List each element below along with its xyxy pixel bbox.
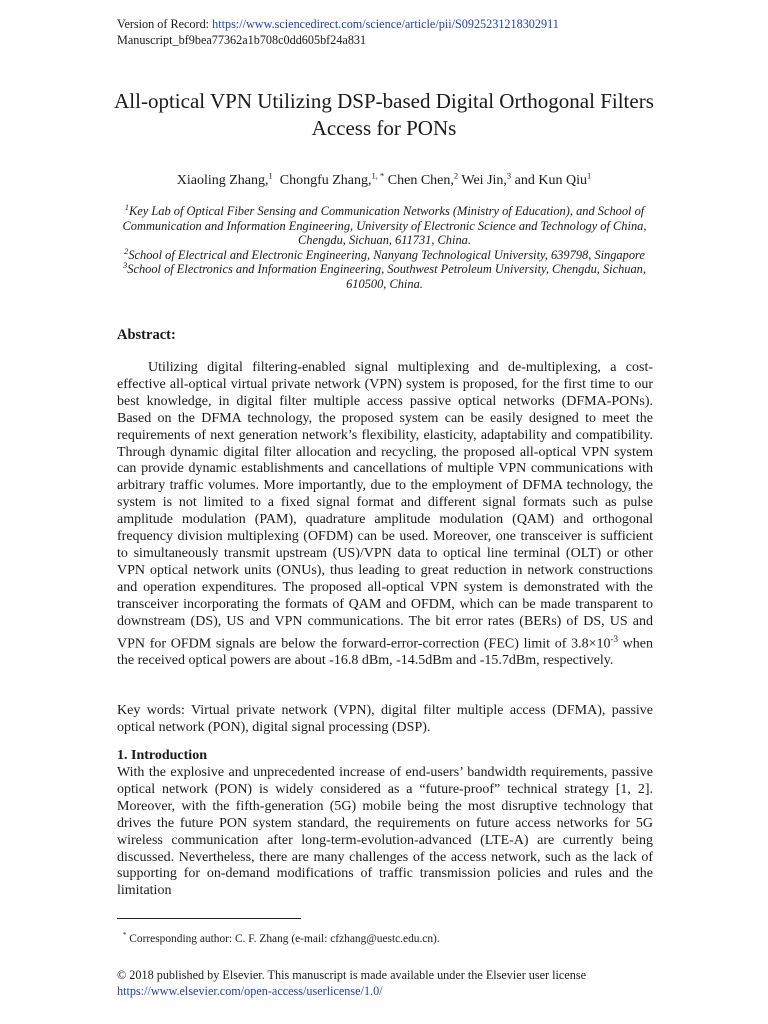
- affiliation: [117, 201, 652, 248]
- abstract-text: Utilizing digital filtering-enabled signal multiplexing and de-multiplexing, a cost-effective all-optical virtual private network (VPN) system is proposed, for the first time to our best knowledge, in digital filter multiple access passive optical networks (DFMA-PONs). Based on the DFMA technology, the proposed system can be easily designed to meet the requirements of next generation network’s flexibility, elasticity, adaptability and compatibility. Through dynamic digital filter allocation and recycling, the proposed all-optical VPN system can provide dynamic establishments and cancellations of multiple VPN communications with arbitrary traffic volumes. More importantly, due to the employment of DFMA technology, the system is not limited to a fixed signal format and different signal formats such as pulse amplitude modulation (PAM), quadrature amplitude modulation (QAM) and orthogonal frequency division multiplexing (OFDM) can be used. Moreover, one transceiver is sufficient to simultaneously transmit upstream (US)/VPN data to optical line terminal (OLT) or other VPN optical network units (ONUs), thus leading to great reduction in network constructions and operation expenditures. The proposed all-optical VPN system is demonstrated with the transceiver incorporating the formats of QAM and OFDM, which can be made transparent to downstream (DS), US and VPN communications. The bit error rates (BERs) of DS, US and VPN for OFDM signals are below the forward-error-correction (FEC) limit of: [117, 360, 653, 652]
- author-name: Chen Chen,: [387, 173, 454, 188]
- author-name: Xiaoling Zhang,: [176, 173, 269, 188]
- author-name: and Kun Qiu: [514, 173, 587, 188]
- introduction-heading: 1. Introduction: [117, 748, 207, 763]
- author-sup: 1: [587, 170, 592, 181]
- license-link[interactable]: https://www.elsevier.com/open-access/userlicense/1.0/: [117, 984, 383, 998]
- footnote-mark: *: [122, 930, 127, 940]
- affiliation-text: School of Electrical and Electronic Engineering, Nanyang Technological University, 639798, Singapore: [128, 247, 645, 262]
- author-sup: 1, *: [371, 170, 385, 181]
- affiliation-text: Key Lab of Optical Fiber Sensing and Communication Networks (Ministry of Education), and School of Communication and Information Engineering, University of Electronic Science and Technology of China, Chengdu, Sichuan, 611731, China.: [122, 204, 647, 248]
- paper-title: All-optical VPN Utilizing DSP-based Digital Orthogonal Filters Access for PONs: [114, 89, 654, 140]
- manuscript-id: Manuscript_bf9bea77362a1b708c0dd605bf24a831: [117, 33, 367, 47]
- license-block: [117, 967, 586, 999]
- keywords: Key words: Virtual private network (VPN), digital filter multiple access (DFMA), passive optical network (PON), digital signal processing (DSP).: [117, 703, 653, 735]
- affiliation-sup: 2: [124, 245, 129, 256]
- version-of-record-link[interactable]: https://www.sciencedirect.com/science/article/pii/S0925231218302911: [212, 17, 559, 31]
- introduction-body: With the explosive and unprecedented increase of end-users’ bandwidth requirements, passive optical network (PON) is widely considered as a “future-proof” technical strategy [1, 2]. Moreover, with the fifth-generation (5G) mobile being the most disruptive technology that drives the future PON system standard, the requirements on future access networks for 5G wireless communication after long-term-evolution-advanced (LTE-A) are currently being discussed. Nevertheless, there are many challenges of the access network, such as the lack of supporting for on-demand modifications of traffic transmission policies and rules and the limitation: [117, 765, 653, 899]
- affiliation-sup: 1: [124, 201, 130, 212]
- affiliations: [117, 201, 652, 292]
- version-label: Version of Record:: [117, 17, 213, 31]
- affiliation-sup: 3: [123, 260, 128, 271]
- affiliation: [117, 262, 652, 291]
- author-sup: 3: [506, 170, 512, 181]
- author-list: [90, 172, 678, 190]
- footnote-divider: [117, 918, 301, 919]
- affiliation: [117, 245, 652, 263]
- version-of-record-line: [117, 17, 559, 32]
- affiliation-text: School of Electronics and Information Engineering, Southwest Petroleum University, Chengdu, Sichuan, 610500, China.: [127, 262, 646, 291]
- author-sup: 1: [268, 170, 273, 181]
- abstract-paragraph: [117, 360, 653, 670]
- footnote-text: Corresponding author: C. F. Zhang (e-mail: cfzhang@uestc.edu.cn).: [126, 933, 440, 945]
- abstract-body: [117, 360, 653, 670]
- abstract-tail: when the received optical powers are about -16.8 dBm, -14.5dBm and -15.7dBm, respectively.: [117, 636, 653, 669]
- author-sup: 2: [453, 170, 459, 181]
- abstract-heading: Abstract:: [117, 327, 176, 343]
- author-name: Chongfu Zhang,: [279, 173, 372, 188]
- author-name: Wei Jin,: [461, 173, 507, 188]
- fec-limit-value: 3.8×10: [571, 636, 611, 652]
- fec-limit-exponent: -3: [610, 633, 618, 644]
- corresponding-author-footnote: [117, 932, 440, 947]
- license-text: © 2018 published by Elsevier. This manuscript is made available under the Elsevier user license: [117, 968, 586, 982]
